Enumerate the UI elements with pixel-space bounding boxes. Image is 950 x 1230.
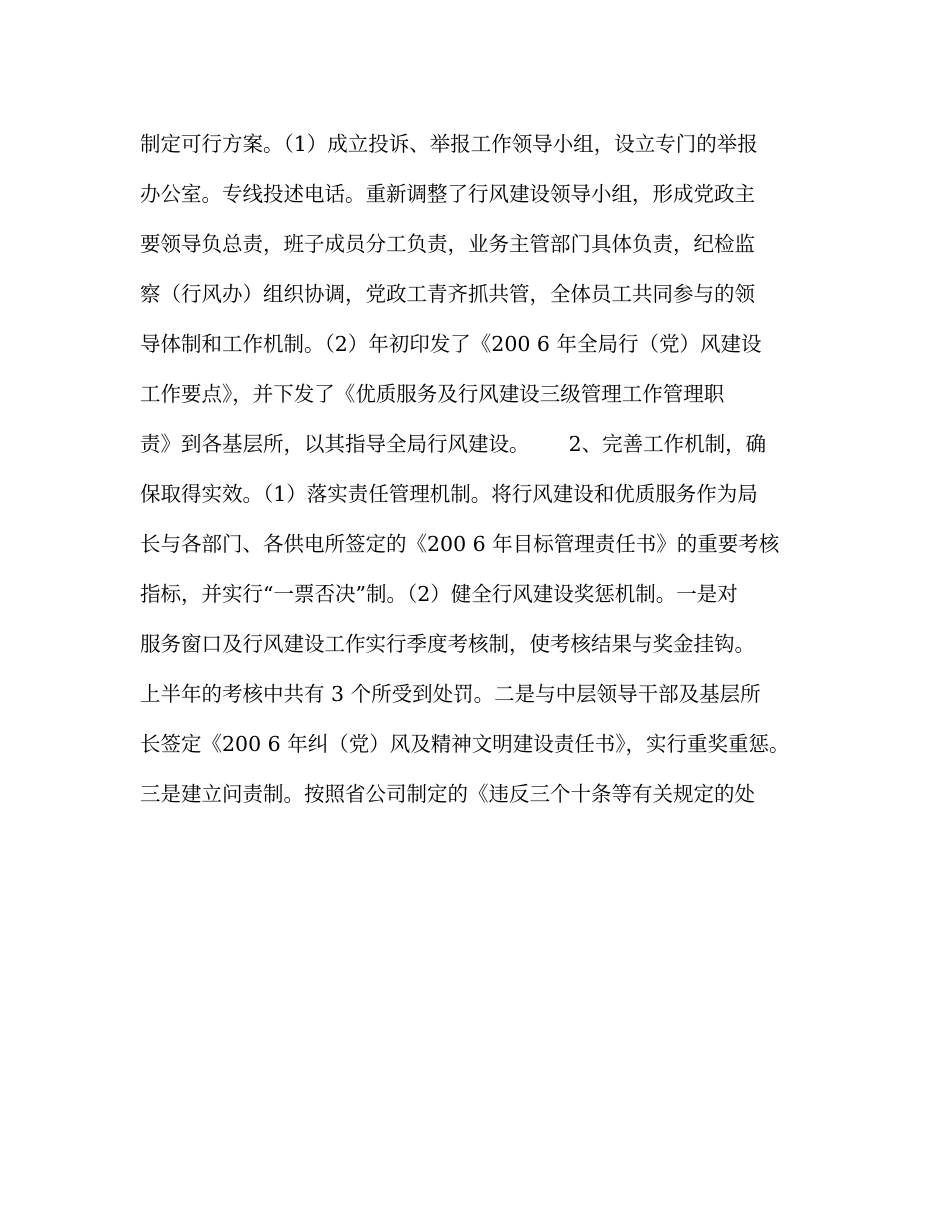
text-line: 察（行风办）组织协调，党政工青齐抓共管，全体员工共同参与的领 bbox=[140, 282, 755, 306]
text-line: 三是建立问责制。按照省公司制定的《违反三个十条等有关规定的处 bbox=[140, 782, 755, 806]
text-line: 制定可行方案。（1）成立投诉、举报工作领导小组，设立专门的举报 bbox=[140, 132, 758, 156]
text-line: 上半年的考核中共有 3 个所受到处罚。二是与中层领导干部及基层所 bbox=[140, 682, 761, 706]
text-line: 办公室。专线投述电话。重新调整了行风建设领导小组，形成党政主 bbox=[140, 182, 755, 206]
text-line: 服务窗口及行风建设工作实行季度考核制，使考核结果与奖金挂钩。 bbox=[140, 632, 755, 656]
text-line: 长与各部门、各供电所签定的《200 6 年目标管理责任书》的重要考核 bbox=[140, 532, 780, 556]
text-line: 要领导负总责，班子成员分工负责，业务主管部门具体负责，纪检监 bbox=[140, 232, 755, 256]
text-line: 长签定《200 6 年纠（党）风及精神文明建设责任书》，实行重奖重惩。 bbox=[140, 732, 790, 756]
text-line: 保取得实效。（1）落实责任管理机制。将行风建设和优质服务作为局 bbox=[140, 482, 758, 506]
body-text bbox=[140, 124, 840, 824]
text-line: 导体制和工作机制。（2）年初印发了《200 6 年全局行（党）风建设 bbox=[140, 332, 762, 356]
text-line: 责》到各基层所，以其指导全局行风建设。 2、完善工作机制，确 bbox=[140, 432, 767, 456]
text-line: 指标，并实行“一票否决”制。（2）健全行风建设奖惩机制。一是对 bbox=[140, 582, 738, 606]
text-line: 工作要点》，并下发了《优质服务及行风建设三级管理工作管理职 bbox=[140, 382, 725, 406]
